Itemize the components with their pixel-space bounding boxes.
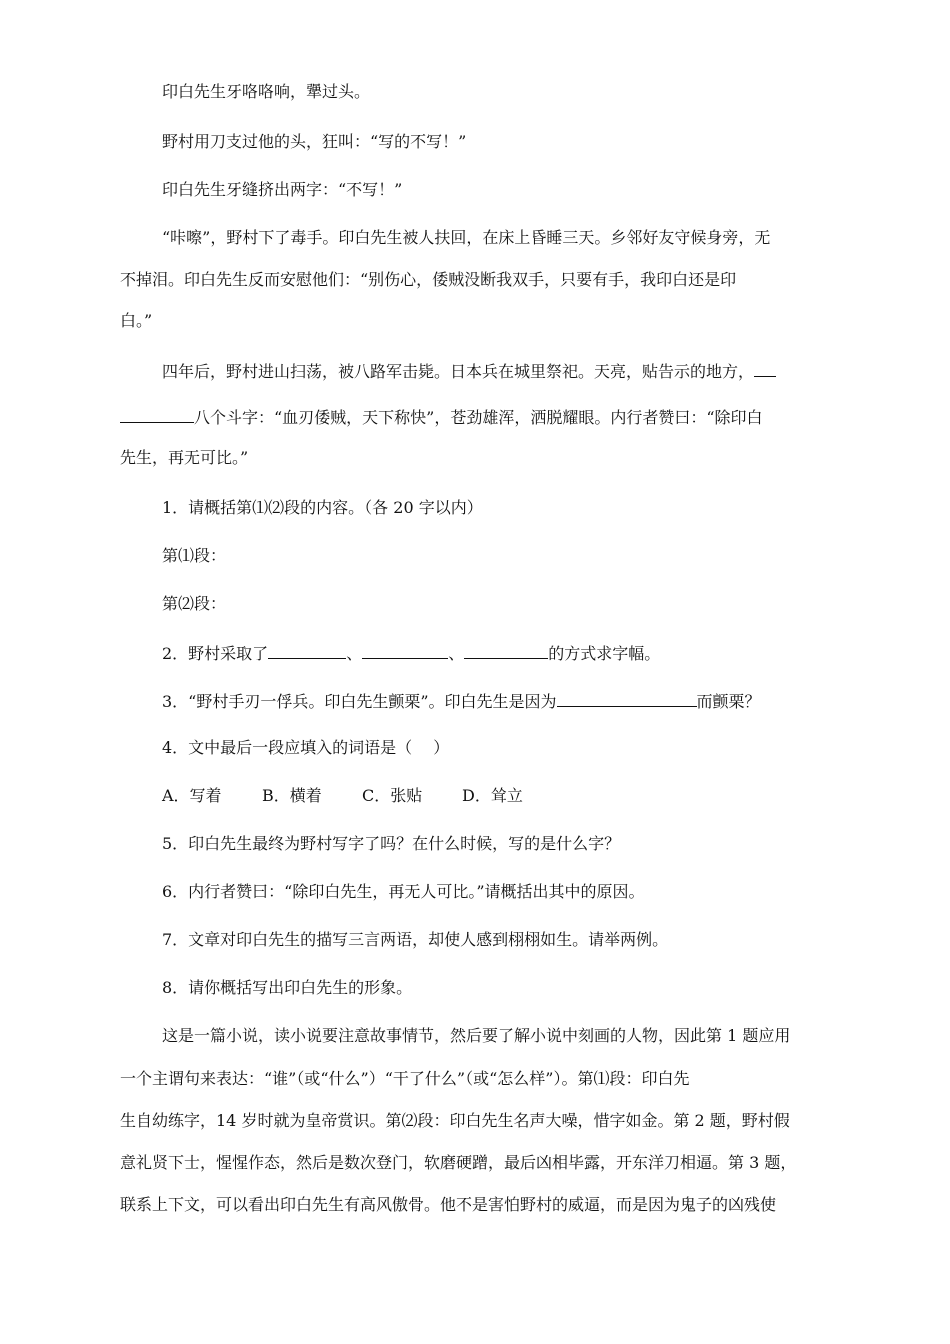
story-paragraph-5-line-3: 先生，再无可比。” bbox=[120, 448, 249, 467]
story-paragraph-3: 印白先生牙缝挤出两字：“不写！” bbox=[162, 180, 403, 199]
story-paragraph-4-line-2: 不掉泪。印白先生反而安慰他们：“别伤心，倭贼没断我双手，只要有手，我印白还是印 bbox=[120, 270, 737, 289]
answer-blank-1[interactable] bbox=[268, 642, 346, 659]
question-3-prefix: 3．“野村手刃一俘兵。印白先生颤栗”。印白先生是因为 bbox=[162, 692, 557, 711]
analysis-line-2: 一个主谓句来表达：“谁”（或“什么”）“干了什么”（或“怎么样”）。第⑴段：印白先 bbox=[120, 1069, 690, 1088]
question-5: 5．印白先生最终为野村写字了吗？在什么时候，写的是什么字？ bbox=[162, 834, 621, 853]
analysis-line-3: 生自幼练字，14 岁时就为皇帝赏识。第⑵段：印白先生名声大噪，惜字如金。第 2 题，野村假 bbox=[120, 1111, 790, 1130]
question-1-part-1: 第⑴段： bbox=[162, 546, 227, 565]
question-8: 8．请你概括写出印白先生的形象。 bbox=[162, 978, 413, 997]
option-d[interactable]: D．耸立 bbox=[462, 786, 523, 805]
question-2-separator: 、 bbox=[346, 644, 363, 663]
answer-blank-2[interactable] bbox=[362, 642, 448, 659]
fill-blank-tail[interactable] bbox=[754, 360, 776, 377]
answer-blank-4[interactable] bbox=[557, 690, 697, 707]
option-b[interactable]: B．横着 bbox=[262, 786, 322, 805]
story-paragraph-1: 印白先生牙咯咯响，犟过头。 bbox=[162, 82, 371, 101]
story-paragraph-5-text-2: 八个斗字：“血刃倭贼，天下称快”，苍劲雄浑，洒脱耀眼。内行者赞曰：“除印白 bbox=[194, 408, 763, 427]
analysis-line-4: 意礼贤下士，惺惺作态，然后是数次登门，软磨硬蹭，最后凶相毕露，开东洋刀相逼。第 3 题， bbox=[120, 1153, 797, 1172]
question-1-part-2: 第⑵段： bbox=[162, 594, 227, 613]
analysis-line-1: 这是一篇小说，读小说要注意故事情节，然后要了解小说中刻画的人物，因此第 1 题应用 bbox=[162, 1026, 791, 1045]
story-paragraph-5-line-1 bbox=[162, 360, 882, 382]
question-3 bbox=[162, 690, 882, 712]
question-2-separator: 、 bbox=[448, 644, 465, 663]
question-1: 1．请概括第⑴⑵段的内容。（各 20 字以内） bbox=[162, 498, 483, 517]
story-paragraph-2: 野村用刀支过他的头，狂叫：“写的不写！” bbox=[162, 132, 467, 151]
option-c[interactable]: C．张贴 bbox=[362, 786, 423, 805]
question-2 bbox=[162, 642, 882, 664]
question-7: 7．文章对印白先生的描写三言两语，却使人感到栩栩如生。请举两例。 bbox=[162, 930, 669, 949]
story-paragraph-5-line-2 bbox=[120, 406, 840, 428]
option-a[interactable]: A．写着 bbox=[162, 786, 222, 805]
question-6: 6．内行者赞曰：“除印白先生，再无人可比。”请概括出其中的原因。 bbox=[162, 882, 645, 901]
question-4: 4．文中最后一段应填入的词语是（ ） bbox=[162, 738, 450, 757]
story-paragraph-4-line-3: 白。” bbox=[120, 311, 153, 330]
question-2-prefix: 2．野村采取了 bbox=[162, 644, 269, 663]
question-4-options bbox=[162, 786, 882, 806]
story-paragraph-5-text: 四年后，野村进山扫荡，被八路军击毙。日本兵在城里祭祀。天亮，贴告示的地方， bbox=[162, 362, 755, 381]
answer-blank-3[interactable] bbox=[464, 642, 548, 659]
question-2-suffix: 的方式求字幅。 bbox=[548, 644, 661, 663]
fill-blank-head[interactable] bbox=[120, 406, 194, 423]
story-paragraph-4-line-1: “咔嚓”，野村下了毒手。印白先生被人扶回，在床上昏睡三天。乡邻好友守候身旁，无 bbox=[162, 228, 771, 247]
analysis-line-5: 联系上下文，可以看出印白先生有高风傲骨。他不是害怕野村的威逼，而是因为鬼子的凶残使 bbox=[120, 1195, 777, 1214]
question-3-suffix: 而颤栗？ bbox=[696, 692, 761, 711]
